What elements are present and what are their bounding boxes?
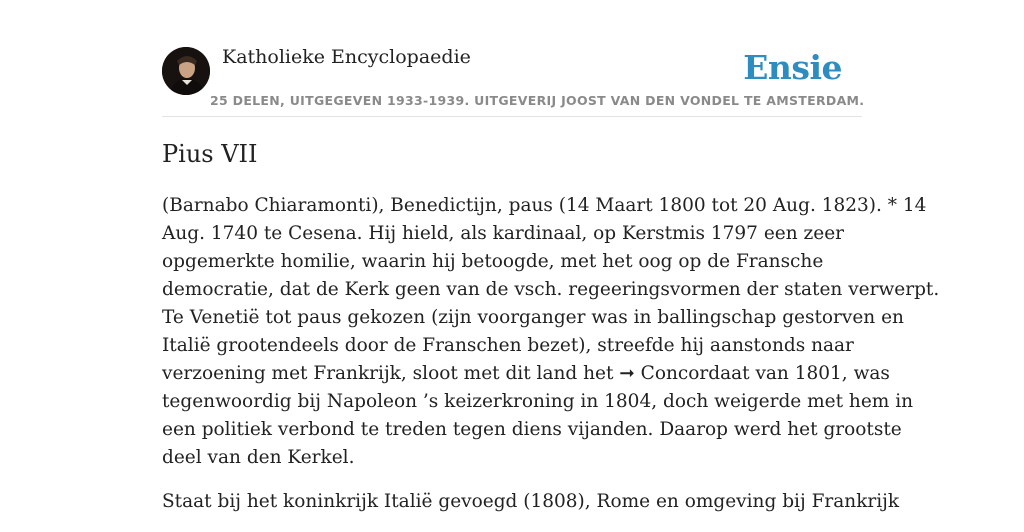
entry-paragraph-1 <box>162 192 940 472</box>
paragraph-line: (Barnabo Chiaramonti), Benedictijn, paus (14 Maart 1800 tot 20 Aug. 1823). * 14 <box>162 195 927 216</box>
source-avatar[interactable] <box>162 47 210 95</box>
portrait-icon <box>162 47 210 95</box>
source-subtitle: 25 DELEN, UITGEGEVEN 1933-1939. UITGEVERIJ JOOST VAN DEN VONDEL TE AMSTERDAM. <box>210 93 865 108</box>
paragraph-line: een politiek verbond te treden tegen diens vijanden. Daarop werd het grootste <box>162 419 902 440</box>
paragraph-line: Te Venetië tot paus gekozen (zijn voorganger was in ballingschap gestorven en <box>162 307 904 328</box>
paragraph-line: tegenwoordig bij Napoleon ’s keizerkroning in 1804, doch weigerde met hem in <box>162 391 914 412</box>
paragraph-line: democratie, dat de Kerk geen van de vsch. regeeringsvormen der staten verwerpt. <box>162 279 940 300</box>
paragraph-line: Italië grootendeels door de Franschen bezet), streefde hij aanstonds naar <box>162 335 854 356</box>
entry-content <box>162 192 940 532</box>
source-header <box>162 44 865 117</box>
paragraph-line: deel van den Kerkel. <box>162 447 355 468</box>
paragraph-line: opgemerkte homilie, waarin hij betoogde, met het oog op de Fransche <box>162 251 824 272</box>
ensie-logo-link[interactable]: Ensie <box>743 48 842 87</box>
entry-title: Pius VII <box>162 140 258 168</box>
source-title[interactable]: Katholieke Encyclopaedie <box>222 46 471 68</box>
paragraph-line: Staat bij het koninkrijk Italië gevoegd (1808), Rome en omgeving bij Frankrijk <box>162 491 900 512</box>
paragraph-line: Aug. 1740 te Cesena. Hij hield, als kardinaal, op Kerstmis 1797 een zeer <box>162 223 845 244</box>
paragraph-line-with-link[interactable]: verzoening met Frankrijk, sloot met dit land het ➞ Concordaat van 1801, was <box>162 363 890 384</box>
